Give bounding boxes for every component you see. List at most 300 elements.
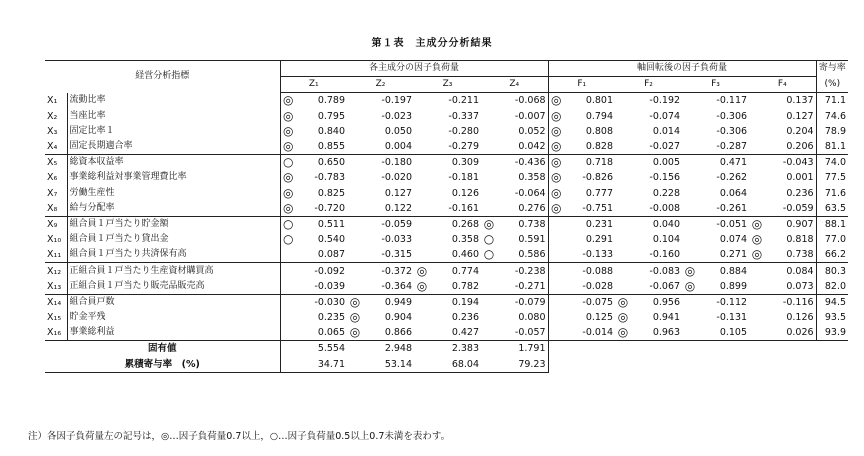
loading-value: -0.262 [716, 172, 748, 184]
loading-marker [347, 170, 363, 185]
indicator-label: 給与分配率 [67, 201, 280, 217]
loading-marker: ◎ [615, 294, 631, 310]
loading-value: -0.030 [296, 294, 347, 310]
cumulative-z2: 53.14 [363, 357, 414, 373]
loading-marker: ◎ [751, 247, 763, 262]
table-body [45, 93, 848, 341]
loading-marker [347, 232, 363, 247]
contribution-value: 93.5 [816, 310, 848, 325]
variable-code: X₅ [45, 155, 67, 171]
loading-value: 0.052 [518, 125, 546, 137]
loading-marker [347, 216, 363, 232]
loading-value: -0.051 [698, 216, 749, 232]
indicator-header: 経営分析指標 [45, 61, 280, 93]
loading-value: -0.826 [582, 172, 614, 184]
indicator-label: 総資本収益率 [67, 155, 280, 171]
loading-value: 0.126 [786, 312, 814, 324]
loading-value: -0.116 [765, 294, 816, 310]
loading-marker [682, 201, 698, 217]
contribution-value: 71.6 [816, 186, 848, 201]
loading-value: -0.372 [363, 263, 414, 279]
eigenvalue-z4: 1.791 [497, 341, 548, 357]
loading-value: -0.436 [497, 155, 548, 171]
loading-marker [682, 325, 698, 341]
loading-value: 0.204 [786, 125, 814, 137]
loading-marker [682, 109, 698, 124]
variable-code: X₁₁ [47, 249, 62, 261]
contribution-value: 63.5 [816, 201, 848, 217]
loading-value: 0.127 [384, 187, 413, 199]
loading-marker [414, 325, 430, 341]
loading-value: 0.122 [384, 202, 413, 214]
eigenvalue-z2: 2.948 [363, 341, 414, 357]
contribution-value: 93.9 [816, 325, 848, 341]
loading-value: -0.280 [448, 125, 480, 137]
contribution-value: 74.6 [816, 109, 848, 124]
loading-value: 0.001 [786, 172, 814, 184]
loading-marker: ◎ [280, 109, 296, 124]
loading-marker [749, 170, 765, 185]
indicator-label: 組合員１戸当たり貯金額 [67, 216, 280, 232]
loading-marker [548, 263, 564, 279]
cumulative-z1: 34.71 [296, 357, 347, 373]
loading-value: 0.040 [631, 216, 682, 232]
loading-marker: ○ [483, 247, 495, 262]
loading-marker: ◎ [749, 216, 765, 232]
loading-value: 0.236 [451, 312, 480, 324]
loading-marker [481, 325, 497, 341]
contribution-unit: (%) [816, 77, 848, 93]
loading-marker: ◎ [548, 186, 564, 201]
loading-marker [682, 310, 698, 325]
loading-marker [615, 155, 631, 171]
loading-value: 0.825 [317, 187, 346, 199]
loading-marker [682, 247, 698, 263]
indicator-label: 正組合員１戸当たり販売品販売高 [67, 279, 280, 295]
variable-code: X₉ [45, 216, 67, 232]
loading-marker: ◎ [548, 93, 564, 109]
loading-marker [682, 139, 698, 155]
contribution-header: 寄与率 [816, 61, 848, 77]
loading-marker [414, 232, 430, 247]
loading-value: -0.161 [448, 202, 480, 214]
loading-value: -0.007 [514, 110, 546, 122]
loading-marker [749, 124, 765, 139]
loading-value: -0.039 [314, 280, 346, 292]
loading-marker [749, 310, 765, 325]
loading-marker [481, 310, 497, 325]
loading-value: -0.088 [564, 263, 615, 279]
variable-code: X₁₂ [45, 263, 67, 279]
variable-code: X₁₃ [47, 280, 62, 292]
loading-marker [414, 93, 430, 109]
variable-code: X₈ [47, 202, 58, 214]
loading-value: -0.306 [716, 125, 748, 137]
loading-value: -0.160 [649, 249, 681, 261]
loading-marker [548, 294, 564, 310]
loading-marker [749, 93, 765, 109]
loading-marker [280, 310, 296, 325]
variable-code: X₃ [47, 125, 58, 137]
loading-marker [615, 279, 631, 295]
loading-marker [347, 186, 363, 201]
loading-marker [481, 170, 497, 185]
indicator-label: 固定比率１ [67, 124, 280, 139]
loading-marker [615, 216, 631, 232]
pca-results-table [45, 60, 848, 373]
loading-marker [682, 186, 698, 201]
table-title: 第１表 主成分分析結果 [371, 38, 493, 49]
loading-value: -0.315 [381, 249, 413, 261]
loading-marker [749, 263, 765, 279]
loading-value: -0.783 [314, 172, 346, 184]
loading-value: 0.126 [451, 187, 480, 199]
loading-marker [481, 186, 497, 201]
loading-value: 0.774 [430, 263, 481, 279]
loading-marker [749, 279, 765, 295]
loading-marker [682, 232, 698, 247]
loading-value: 0.206 [786, 141, 814, 153]
loading-marker [414, 186, 430, 201]
loading-value: -0.027 [649, 141, 681, 153]
loading-marker [481, 139, 497, 155]
loading-marker [615, 139, 631, 155]
loading-value: 0.828 [585, 141, 614, 153]
table-row [45, 263, 848, 279]
loading-value: 0.956 [631, 294, 682, 310]
loading-marker [615, 124, 631, 139]
loading-marker [414, 170, 430, 185]
loading-value: 0.540 [317, 234, 346, 246]
loading-marker [414, 247, 430, 263]
loading-value: -0.020 [381, 172, 413, 184]
variable-code: X₁₅ [47, 312, 62, 324]
loading-marker [481, 109, 497, 124]
loading-value: 0.794 [585, 110, 614, 122]
contribution-value: 88.1 [816, 216, 848, 232]
loading-marker [749, 325, 765, 341]
loading-value: 0.291 [585, 234, 614, 246]
loading-value: -0.067 [649, 280, 681, 292]
loading-marker: ◎ [280, 139, 296, 155]
loading-value: -0.156 [649, 172, 681, 184]
loading-value: -0.337 [448, 110, 480, 122]
loading-marker [615, 201, 631, 217]
loading-value: 0.941 [652, 312, 681, 324]
eigenvalue-z3: 2.383 [430, 341, 481, 357]
table-row [45, 139, 848, 155]
contribution-value: 74.0 [816, 155, 848, 171]
loading-value: 0.309 [430, 155, 481, 171]
col-f1: F₁ [548, 77, 615, 93]
loading-marker [280, 263, 296, 279]
loading-marker: ○ [280, 155, 296, 171]
indicator-label: 固定長期適合率 [67, 139, 280, 155]
loading-marker [481, 93, 497, 109]
loading-value: 0.087 [317, 249, 346, 261]
loading-value: 0.586 [518, 249, 546, 261]
table-row [45, 155, 848, 171]
loading-value: -0.133 [582, 249, 614, 261]
loading-marker: ○ [483, 232, 495, 247]
loading-value: 0.884 [698, 263, 749, 279]
table-row [45, 216, 848, 232]
indicator-label: 組合員１戸当たり共済保有高 [67, 247, 280, 263]
loading-marker [414, 139, 430, 155]
loading-value: -0.192 [649, 95, 681, 107]
table-row [45, 186, 848, 201]
loading-marker [749, 155, 765, 171]
loading-value: -0.033 [381, 234, 413, 246]
table-row [45, 279, 848, 295]
loading-marker: ◎ [751, 232, 763, 247]
table-row [45, 310, 848, 325]
loading-value: 0.782 [451, 280, 480, 292]
loading-value: -0.117 [716, 95, 748, 107]
loading-value: -0.271 [514, 280, 546, 292]
contribution-value: 66.2 [816, 247, 848, 263]
loading-value: 0.840 [317, 125, 346, 137]
loading-marker: ◎ [682, 263, 698, 279]
loading-value: 0.276 [518, 202, 546, 214]
loading-value: 0.511 [296, 216, 347, 232]
loading-value: -0.211 [448, 95, 480, 107]
loading-value: 0.005 [631, 155, 682, 171]
loading-value: 0.127 [786, 110, 814, 122]
loading-marker [481, 201, 497, 217]
loading-value: 0.231 [564, 216, 615, 232]
cumulative-z3: 68.04 [430, 357, 481, 373]
footnote: 注）各因子負荷量左の記号は，◎…因子負荷量0.7以上，○…因子負荷量0.5以上0.7未満を表わす。 [28, 431, 451, 442]
loading-marker [347, 139, 363, 155]
indicator-label: 貯金平残 [67, 310, 280, 325]
loading-marker [347, 93, 363, 109]
loading-value: -0.075 [564, 294, 615, 310]
loading-marker [280, 247, 296, 263]
loading-marker [347, 201, 363, 217]
loading-value: 0.042 [518, 141, 546, 153]
loading-marker [414, 216, 430, 232]
loading-marker: ◎ [414, 263, 430, 279]
loading-value: 0.818 [786, 234, 814, 246]
loading-value: 0.907 [765, 216, 816, 232]
loading-value: 0.904 [384, 312, 413, 324]
loading-value: -0.028 [582, 280, 614, 292]
loading-value: -0.068 [514, 95, 546, 107]
loading-value: 0.014 [652, 125, 681, 137]
loading-marker: ◎ [548, 139, 564, 155]
indicator-label: 労働生産性 [67, 186, 280, 201]
loading-marker: ◎ [280, 124, 296, 139]
loading-value: 0.235 [317, 312, 346, 324]
loading-value: -0.181 [448, 172, 480, 184]
loading-marker [749, 186, 765, 201]
table-row [45, 109, 848, 124]
col-z2: Z₂ [347, 77, 414, 93]
loading-marker [414, 109, 430, 124]
loading-marker [548, 325, 564, 341]
loading-marker [749, 201, 765, 217]
loading-marker [347, 247, 363, 263]
loading-value: 0.073 [786, 280, 814, 292]
col-z3: Z₃ [414, 77, 481, 93]
loading-value: 0.795 [317, 110, 346, 122]
loading-marker [682, 170, 698, 185]
loading-marker: ◎ [548, 201, 564, 217]
loading-value: -0.043 [765, 155, 816, 171]
loading-value: -0.064 [514, 187, 546, 199]
loading-value: -0.079 [497, 294, 548, 310]
loading-marker [615, 170, 631, 185]
variable-code: X₄ [47, 141, 58, 153]
loading-value: -0.112 [698, 294, 749, 310]
col-z1: Z₁ [280, 77, 347, 93]
loading-value: 0.065 [317, 327, 346, 339]
loading-value: 0.866 [384, 327, 413, 339]
cumulative-label: 累積寄与率 (%) [45, 357, 280, 373]
loading-marker [548, 247, 564, 263]
loading-marker: ◎ [481, 216, 497, 232]
loading-value: 0.591 [518, 234, 546, 246]
contribution-value: 81.1 [816, 139, 848, 155]
loading-marker [615, 186, 631, 201]
loading-marker [347, 109, 363, 124]
loading-value: -0.059 [363, 216, 414, 232]
loading-value: 0.271 [719, 249, 748, 261]
loading-marker [481, 279, 497, 295]
loading-value: 0.808 [585, 125, 614, 137]
loading-value: -0.287 [716, 141, 748, 153]
rotated-loadings-header: 軸回転後の因子負荷量 [548, 61, 816, 77]
contribution-value: 78.9 [816, 124, 848, 139]
table-row [45, 124, 848, 139]
eigenvalue-z1: 5.554 [296, 341, 347, 357]
loading-value: -0.092 [296, 263, 347, 279]
loading-value: 0.738 [497, 216, 548, 232]
loading-value: 0.777 [585, 187, 614, 199]
loading-value: 0.105 [719, 327, 748, 339]
loading-marker: ◎ [349, 325, 361, 340]
loading-marker [280, 279, 296, 295]
contribution-value: 77.0 [816, 232, 848, 247]
loading-value: 0.084 [765, 263, 816, 279]
col-f3: F₃ [682, 77, 749, 93]
loading-value: 0.050 [384, 125, 413, 137]
loading-value: -0.059 [782, 202, 814, 214]
loading-value: -0.014 [582, 327, 614, 339]
variable-code: X₁₆ [47, 327, 62, 339]
loading-value: -0.131 [716, 312, 748, 324]
loading-marker: ◎ [548, 109, 564, 124]
loading-marker [749, 139, 765, 155]
loading-value: 0.268 [430, 216, 481, 232]
loading-value: 0.718 [564, 155, 615, 171]
loading-marker [548, 216, 564, 232]
loading-marker: ◎ [349, 310, 361, 325]
loading-marker [481, 263, 497, 279]
loading-marker: ◎ [416, 278, 428, 293]
loading-marker: ◎ [280, 201, 296, 217]
indicator-label: 組合員戸数 [67, 294, 280, 310]
loading-value: 0.004 [384, 141, 413, 153]
loading-marker: ◎ [280, 93, 296, 109]
col-z4: Z₄ [481, 77, 548, 93]
loading-value: 0.064 [719, 187, 748, 199]
loading-value: -0.720 [314, 202, 346, 214]
loading-marker [682, 294, 698, 310]
loading-value: -0.074 [649, 110, 681, 122]
loading-marker [749, 109, 765, 124]
loading-marker: ◎ [280, 170, 296, 185]
loading-value: -0.306 [716, 110, 748, 122]
loading-value: 0.104 [652, 234, 681, 246]
contribution-value: 71.1 [816, 93, 848, 109]
indicator-label: 流動比率 [67, 93, 280, 109]
loading-value: 0.963 [652, 327, 681, 339]
loading-marker [682, 155, 698, 171]
loading-value: 0.471 [698, 155, 749, 171]
variable-code: X₂ [47, 110, 58, 122]
loading-value: -0.057 [514, 327, 546, 339]
loading-marker [414, 294, 430, 310]
loading-marker [414, 124, 430, 139]
contribution-value: 94.5 [816, 294, 848, 310]
loading-value: 0.026 [786, 327, 814, 339]
loading-marker [347, 279, 363, 295]
contribution-value: 77.5 [816, 170, 848, 185]
contribution-value: 80.3 [816, 263, 848, 279]
loading-marker [749, 294, 765, 310]
loading-marker: ◎ [548, 155, 564, 171]
loading-marker: ◎ [280, 186, 296, 201]
loading-marker [682, 93, 698, 109]
component-loadings-header: 各主成分の因子負荷量 [280, 61, 548, 77]
variable-code: X₁₀ [47, 234, 62, 246]
table-row [45, 170, 848, 185]
loading-value: 0.236 [786, 187, 814, 199]
loading-marker: ◎ [684, 278, 696, 293]
indicator-label: 組合員１戸当たり貸出金 [67, 232, 280, 247]
loading-marker: ◎ [347, 294, 363, 310]
loading-marker [615, 247, 631, 263]
loading-value: 0.358 [518, 172, 546, 184]
table-row [45, 294, 848, 310]
loading-value: 0.899 [719, 280, 748, 292]
loading-value: 0.460 [451, 249, 480, 261]
loading-value: 0.080 [518, 312, 546, 324]
loading-marker [347, 263, 363, 279]
loading-value: 0.228 [652, 187, 681, 199]
loading-marker: ◎ [548, 170, 564, 185]
loading-marker [481, 294, 497, 310]
loading-marker [481, 155, 497, 171]
loading-value: 0.650 [296, 155, 347, 171]
variable-code: X₁ [47, 95, 58, 107]
loading-value: 0.949 [363, 294, 414, 310]
indicator-label: 正組合員１戸当たり生産資材購買高 [67, 263, 280, 279]
eigenvalue-label: 固有値 [45, 341, 280, 357]
loading-marker: ◎ [617, 310, 629, 325]
loading-value: -0.261 [716, 202, 748, 214]
loading-marker: ◎ [617, 325, 629, 340]
table-row [45, 247, 848, 263]
col-f2: F₂ [615, 77, 682, 93]
loading-value: 0.074 [719, 234, 748, 246]
table-row [45, 232, 848, 247]
loading-marker [615, 232, 631, 247]
loading-marker [414, 310, 430, 325]
variable-code: X₁₄ [45, 294, 67, 310]
